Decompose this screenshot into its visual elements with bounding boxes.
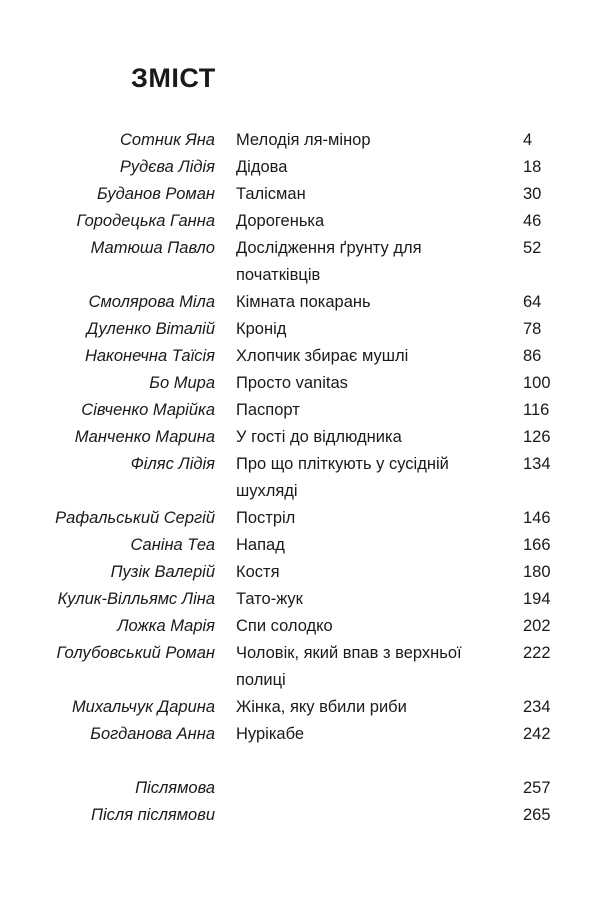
toc-row [0, 802, 600, 829]
toc-row [0, 559, 600, 586]
toc-title: Дослідження ґрунту для початківців [236, 239, 422, 284]
toc-row [0, 694, 600, 721]
toc-title: У гості до відлюдника [236, 428, 402, 446]
toc-row [0, 532, 600, 559]
toc-row [0, 451, 600, 505]
toc-author: Сотник Яна [120, 131, 215, 149]
toc-author: Голубовський Роман [56, 644, 215, 662]
toc-author: Пузік Валерій [110, 563, 215, 581]
toc-row [0, 640, 600, 694]
toc-title: Чоловік, який впав з верхньої полиці [236, 644, 462, 689]
toc-page-number: 194 [523, 590, 551, 608]
toc-author: Саніна Теа [130, 536, 215, 554]
toc-title: Тато-жук [236, 590, 303, 608]
toc-row [0, 424, 600, 451]
toc-page-number: 52 [523, 239, 542, 257]
toc-row [0, 397, 600, 424]
toc-row [0, 154, 600, 181]
toc-author: Матюша Павло [90, 239, 215, 257]
toc-author: Бо Мира [149, 374, 215, 392]
toc-title: Костя [236, 563, 280, 581]
toc-row [0, 181, 600, 208]
toc-title: Нурікабе [236, 725, 305, 743]
toc-page-number: 265 [523, 806, 551, 824]
toc-author: Рафальський Сергій [55, 509, 215, 527]
toc-page-number: 18 [523, 158, 542, 176]
toc-page-number: 30 [523, 185, 542, 203]
toc-page-number: 78 [523, 320, 542, 338]
toc-title: Мелодія ля-мінор [236, 131, 371, 149]
toc-title: Дідова [236, 158, 288, 176]
toc-title: Постріл [236, 509, 296, 527]
toc-extras [0, 775, 600, 829]
toc-title: Просто vanitas [236, 374, 348, 392]
toc-row [0, 721, 600, 748]
toc-row [0, 370, 600, 397]
toc-page-number: 242 [523, 725, 551, 743]
toc-title: Талісман [236, 185, 306, 203]
toc-author: Сівченко Марійка [81, 401, 215, 419]
toc-author: Михальчук Дарина [71, 698, 215, 716]
toc-title: Хлопчик збирає мушлі [236, 347, 409, 365]
toc-author: Післямова [135, 779, 215, 797]
toc-page-number: 146 [523, 509, 551, 527]
toc-author: Манченко Марина [74, 428, 215, 446]
toc-author: Наконечна Таїсія [84, 347, 215, 365]
toc-row [0, 586, 600, 613]
toc-title: Дорогенька [236, 212, 325, 230]
toc-title: Спи солодко [236, 617, 333, 635]
toc-page-number: 202 [523, 617, 551, 635]
toc-author: Філяс Лідія [130, 455, 215, 473]
toc-page-number: 222 [523, 644, 551, 662]
toc-page-number: 46 [523, 212, 542, 230]
toc-page-number: 86 [523, 347, 542, 365]
toc-author: Ложка Марія [117, 617, 215, 635]
toc-title: Жінка, яку вбили риби [236, 698, 407, 716]
toc-title: Напад [236, 536, 285, 554]
toc-row [0, 613, 600, 640]
toc-row [0, 343, 600, 370]
toc-title: Кронід [236, 320, 287, 338]
toc-page-number: 234 [523, 698, 551, 716]
toc-row [0, 289, 600, 316]
toc-author: Дуленко Віталій [86, 320, 215, 338]
page-title: ЗМІСТ [131, 63, 216, 93]
toc-author: Смолярова Міла [88, 293, 215, 311]
toc-author: Після післямови [91, 806, 215, 824]
toc-author: Богданова Анна [90, 725, 215, 743]
toc-title: Про що пліткують у сусідній шухляді [236, 455, 449, 500]
toc-author: Рудєва Лідія [119, 158, 215, 176]
toc-page-number: 116 [523, 401, 550, 419]
toc-page-number: 166 [523, 536, 551, 554]
toc-page-number: 4 [523, 131, 533, 149]
toc-title [236, 775, 481, 802]
toc-title [236, 802, 481, 829]
toc-title: Кімната покарань [236, 293, 371, 311]
toc-page-number: 257 [523, 779, 551, 797]
toc-author: Буданов Роман [97, 185, 215, 203]
toc-row [0, 208, 600, 235]
toc-entries [0, 127, 600, 748]
toc-row [0, 316, 600, 343]
toc-page-number: 100 [523, 374, 551, 392]
toc-title: Паспорт [236, 401, 300, 419]
toc-gap [0, 748, 600, 775]
toc-page-number: 64 [523, 293, 542, 311]
toc-page-number: 134 [523, 455, 551, 473]
toc-page-number: 126 [523, 428, 551, 446]
toc-author: Кулик-Вілльямс Ліна [57, 590, 215, 608]
toc-row [0, 505, 600, 532]
toc-row [0, 235, 600, 289]
toc-page-number: 180 [523, 563, 551, 581]
toc-author: Городецька Ганна [76, 212, 215, 230]
toc-row [0, 775, 600, 802]
table-of-contents [0, 127, 600, 829]
toc-row [0, 127, 600, 154]
